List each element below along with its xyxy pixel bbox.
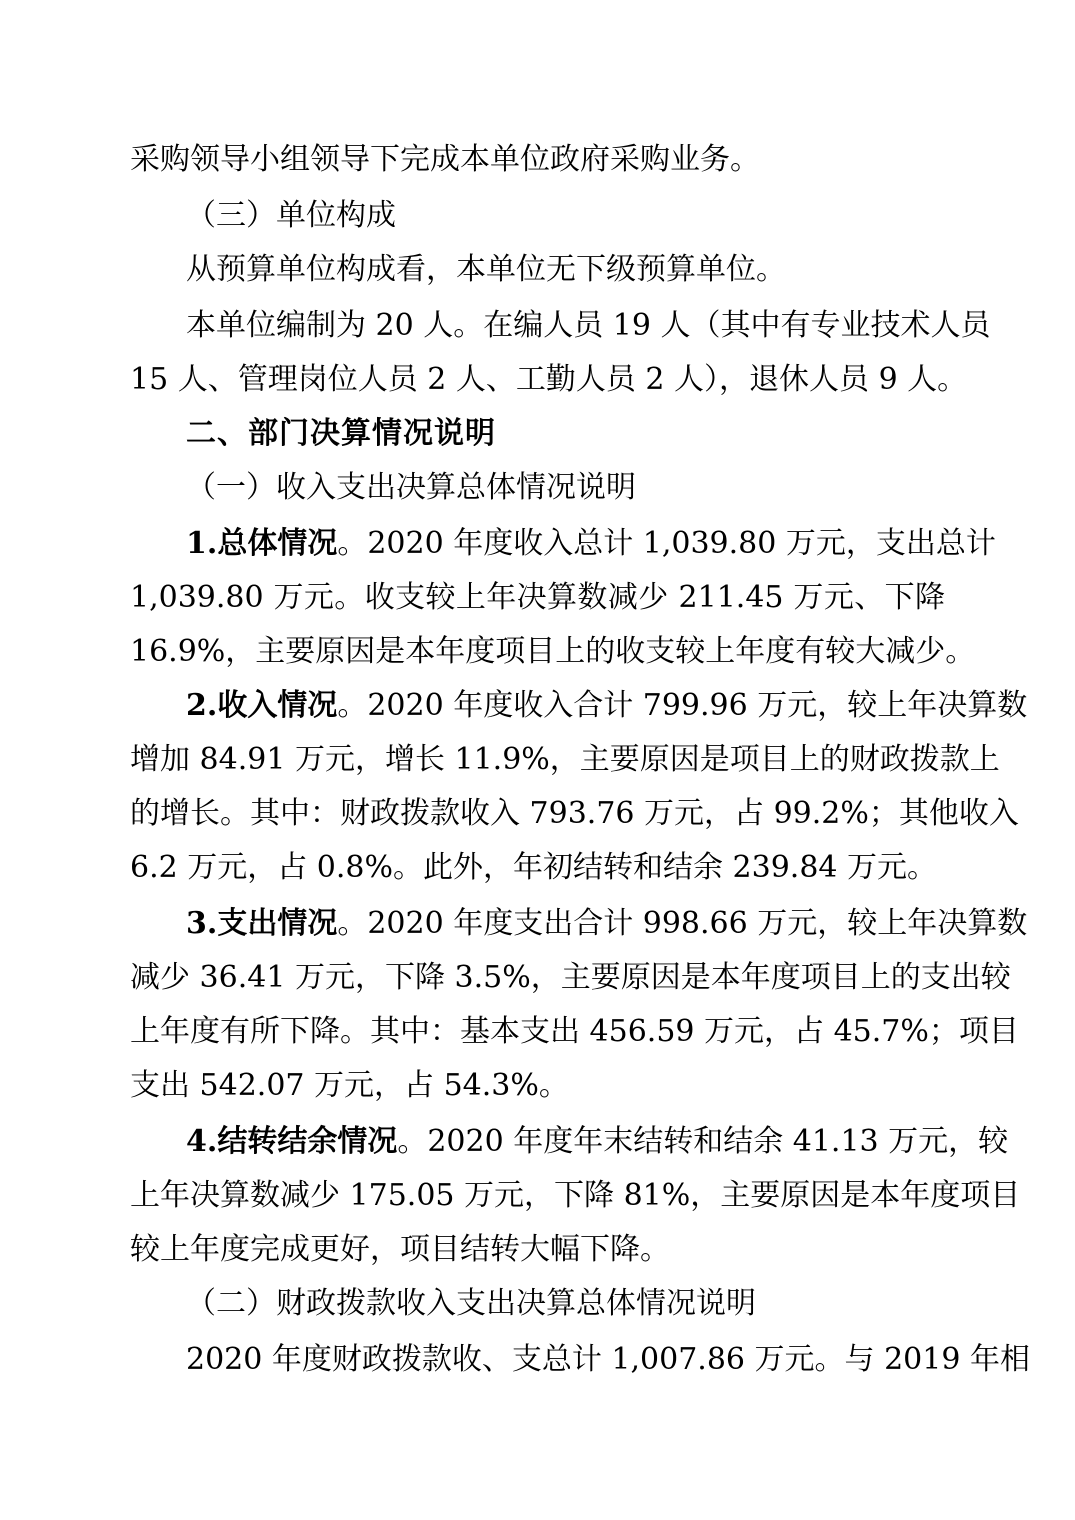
paragraph-line: 从预算单位构成看，本单位无下级预算单位。: [186, 252, 786, 287]
item-heading-income: 2.收入情况: [186, 688, 338, 723]
paragraph-line: 16.9%，主要原因是本年度项目上的收支较上年度有较大减少。: [130, 634, 976, 669]
paragraph-line: 2.收入情况。2020 年度收入合计 799.96 万元，较上年决算数: [186, 688, 1028, 723]
paragraph-line: 上年度有所下降。其中：基本支出 456.59 万元，占 45.7%；项目: [130, 1014, 1019, 1049]
section-heading-income-expense-overview: （一）收入支出决算总体情况说明: [186, 470, 636, 505]
paragraph-line: 6.2 万元，占 0.8%。此外，年初结转和结余 239.84 万元。: [130, 850, 938, 885]
paragraph-line: 4.结转结余情况。2020 年度年末结转和结余 41.13 万元，较: [186, 1124, 1009, 1159]
chapter-heading-final-accounts: 二、部门决算情况说明: [186, 416, 496, 451]
paragraph-line: 减少 36.41 万元，下降 3.5%，主要原因是本年度项目上的支出较: [130, 960, 1011, 995]
item-heading-carryover: 4.结转结余情况: [186, 1124, 398, 1159]
paragraph-line: 的增长。其中：财政拨款收入 793.76 万元，占 99.2%；其他收入: [130, 796, 1019, 831]
item-heading-expense: 3.支出情况: [186, 906, 338, 941]
paragraph-line: 采购领导小组领导下完成本单位政府采购业务。: [130, 142, 760, 177]
paragraph-line: 本单位编制为 20 人。在编人员 19 人（其中有专业技术人员: [186, 308, 991, 343]
paragraph-line: 2020 年度财政拨款收、支总计 1,007.86 万元。与 2019 年相: [186, 1342, 1030, 1377]
paragraph-line: 1.总体情况。2020 年度收入总计 1,039.80 万元，支出总计: [186, 526, 996, 561]
paragraph-line: 增加 84.91 万元，增长 11.9%，主要原因是项目上的财政拨款上: [130, 742, 1000, 777]
section-heading-fiscal-appropriation: （二）财政拨款收入支出决算总体情况说明: [186, 1286, 756, 1321]
paragraph-line: 较上年度完成更好，项目结转大幅下降。: [130, 1232, 670, 1267]
paragraph-line: 1,039.80 万元。收支较上年决算数减少 211.45 万元、下降: [130, 580, 945, 615]
item-heading-overall: 1.总体情况: [186, 526, 338, 561]
paragraph-line: 支出 542.07 万元，占 54.3%。: [130, 1068, 569, 1103]
paragraph-line: 3.支出情况。2020 年度支出合计 998.66 万元，较上年决算数: [186, 906, 1028, 941]
section-heading-unit-composition: （三）单位构成: [186, 198, 396, 233]
paragraph-line: 15 人、管理岗位人员 2 人、工勤人员 2 人），退休人员 9 人。: [130, 362, 968, 397]
paragraph-line: 上年决算数减少 175.05 万元，下降 81%，主要原因是本年度项目: [130, 1178, 1021, 1213]
